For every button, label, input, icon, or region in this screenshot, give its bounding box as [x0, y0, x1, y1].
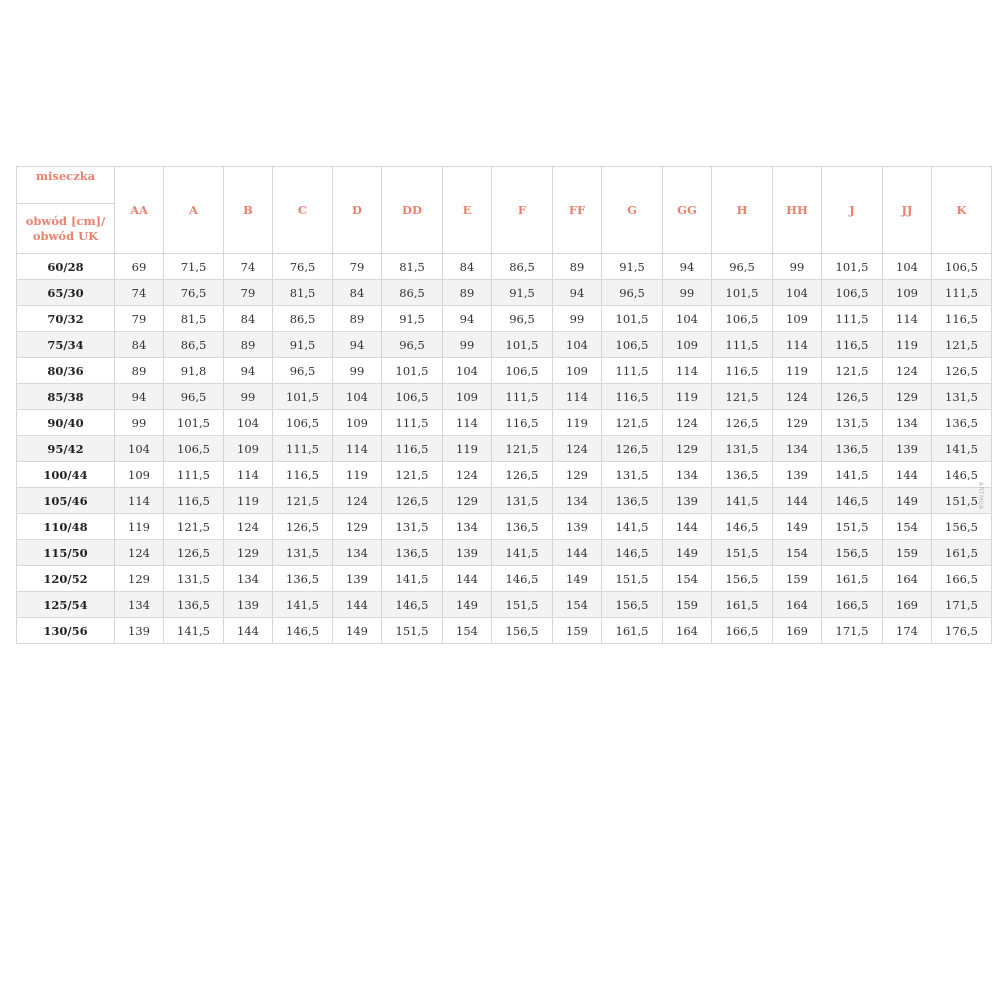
- bust-measurement-cell: 171,5: [932, 592, 992, 618]
- bust-measurement-cell: 149: [773, 514, 822, 540]
- bust-measurement-cell: 84: [333, 280, 382, 306]
- band-size-cell: 120/52: [17, 566, 115, 592]
- bust-measurement-cell: 146,5: [492, 566, 553, 592]
- bust-measurement-cell: 76,5: [273, 254, 333, 280]
- band-size-cell: 75/34: [17, 332, 115, 358]
- bust-measurement-cell: 104: [883, 254, 932, 280]
- bust-measurement-cell: 111,5: [492, 384, 553, 410]
- bust-measurement-cell: 136,5: [492, 514, 553, 540]
- bust-measurement-cell: 109: [224, 436, 273, 462]
- bust-measurement-cell: 156,5: [822, 540, 883, 566]
- bust-measurement-cell: 134: [663, 462, 712, 488]
- bust-measurement-cell: 106,5: [273, 410, 333, 436]
- bust-measurement-cell: 81,5: [164, 306, 224, 332]
- bust-measurement-cell: 89: [224, 332, 273, 358]
- bust-measurement-cell: 131,5: [822, 410, 883, 436]
- cup-header-cell: D: [333, 167, 382, 254]
- bust-measurement-cell: 174: [883, 618, 932, 644]
- cup-header-cell: G: [602, 167, 663, 254]
- bust-measurement-cell: 94: [553, 280, 602, 306]
- band-label: obwód [cm]/ obwód UK: [25, 213, 106, 243]
- cup-header-cell: GG: [663, 167, 712, 254]
- bust-measurement-cell: 136,5: [602, 488, 663, 514]
- bust-measurement-cell: 114: [333, 436, 382, 462]
- bust-measurement-cell: 119: [333, 462, 382, 488]
- bust-measurement-cell: 86,5: [492, 254, 553, 280]
- bust-measurement-cell: 116,5: [712, 358, 773, 384]
- bust-measurement-cell: 139: [115, 618, 164, 644]
- band-size-cell: 70/32: [17, 306, 115, 332]
- watermark-text: ARTMIJA: [977, 482, 984, 510]
- bust-measurement-cell: 149: [553, 566, 602, 592]
- cup-header-cell: J: [822, 167, 883, 254]
- cup-header-cell: HH: [773, 167, 822, 254]
- band-size-cell: 65/30: [17, 280, 115, 306]
- table-row: [17, 254, 992, 280]
- bust-measurement-cell: 99: [773, 254, 822, 280]
- bust-measurement-cell: 89: [443, 280, 492, 306]
- bust-measurement-cell: 169: [883, 592, 932, 618]
- bust-measurement-cell: 99: [224, 384, 273, 410]
- bust-measurement-cell: 106,5: [932, 254, 992, 280]
- bust-measurement-cell: 134: [553, 488, 602, 514]
- bust-measurement-cell: 131,5: [382, 514, 443, 540]
- bust-measurement-cell: 131,5: [602, 462, 663, 488]
- bust-measurement-cell: 94: [224, 358, 273, 384]
- bust-measurement-cell: 124: [224, 514, 273, 540]
- bust-measurement-cell: 121,5: [712, 384, 773, 410]
- bust-measurement-cell: 84: [115, 332, 164, 358]
- cup-header-cell: F: [492, 167, 553, 254]
- bust-measurement-cell: 164: [883, 566, 932, 592]
- bust-measurement-cell: 121,5: [932, 332, 992, 358]
- bust-measurement-cell: 141,5: [822, 462, 883, 488]
- band-size-cell: 60/28: [17, 254, 115, 280]
- bust-measurement-cell: 124: [663, 410, 712, 436]
- bust-measurement-cell: 104: [333, 384, 382, 410]
- table-row: [17, 566, 992, 592]
- bust-measurement-cell: 101,5: [382, 358, 443, 384]
- bust-measurement-cell: 154: [553, 592, 602, 618]
- bust-measurement-cell: 114: [773, 332, 822, 358]
- bust-measurement-cell: 154: [443, 618, 492, 644]
- bust-measurement-cell: 139: [333, 566, 382, 592]
- table-row: [17, 618, 992, 644]
- bust-measurement-cell: 159: [663, 592, 712, 618]
- bust-measurement-cell: 146,5: [932, 462, 992, 488]
- bust-measurement-cell: 99: [333, 358, 382, 384]
- bust-measurement-cell: 166,5: [932, 566, 992, 592]
- bust-measurement-cell: 136,5: [164, 592, 224, 618]
- bust-measurement-cell: 159: [883, 540, 932, 566]
- bust-measurement-cell: 126,5: [492, 462, 553, 488]
- bust-measurement-cell: 106,5: [602, 332, 663, 358]
- bust-measurement-cell: 99: [663, 280, 712, 306]
- bust-measurement-cell: 149: [443, 592, 492, 618]
- cup-header-cell: K: [932, 167, 992, 254]
- bust-measurement-cell: 91,5: [273, 332, 333, 358]
- bust-measurement-cell: 129: [553, 462, 602, 488]
- bust-measurement-cell: 79: [115, 306, 164, 332]
- bust-measurement-cell: 81,5: [382, 254, 443, 280]
- bust-measurement-cell: 101,5: [712, 280, 773, 306]
- cup-header-cell: H: [712, 167, 773, 254]
- bust-measurement-cell: 69: [115, 254, 164, 280]
- bust-measurement-cell: 114: [443, 410, 492, 436]
- bust-measurement-cell: 106,5: [382, 384, 443, 410]
- bust-measurement-cell: 164: [773, 592, 822, 618]
- bust-measurement-cell: 121,5: [602, 410, 663, 436]
- bust-measurement-cell: 111,5: [822, 306, 883, 332]
- bust-measurement-cell: 154: [773, 540, 822, 566]
- bust-measurement-cell: 141,5: [712, 488, 773, 514]
- bust-measurement-cell: 124: [333, 488, 382, 514]
- bust-measurement-cell: 149: [333, 618, 382, 644]
- bust-measurement-cell: 161,5: [602, 618, 663, 644]
- bust-measurement-cell: 109: [333, 410, 382, 436]
- table-header: [17, 167, 992, 254]
- bust-measurement-cell: 159: [553, 618, 602, 644]
- bust-measurement-cell: 111,5: [932, 280, 992, 306]
- bust-measurement-cell: 126,5: [382, 488, 443, 514]
- bust-measurement-cell: 91,5: [382, 306, 443, 332]
- bust-measurement-cell: 134: [443, 514, 492, 540]
- bust-measurement-cell: 109: [553, 358, 602, 384]
- bust-measurement-cell: 114: [115, 488, 164, 514]
- bust-measurement-cell: 124: [553, 436, 602, 462]
- bust-measurement-cell: 144: [883, 462, 932, 488]
- bust-measurement-cell: 91,5: [602, 254, 663, 280]
- cup-header-cell: A: [164, 167, 224, 254]
- bust-measurement-cell: 136,5: [382, 540, 443, 566]
- bust-measurement-cell: 94: [443, 306, 492, 332]
- bust-measurement-cell: 111,5: [602, 358, 663, 384]
- bust-measurement-cell: 161,5: [932, 540, 992, 566]
- bust-measurement-cell: 86,5: [164, 332, 224, 358]
- table-row: [17, 384, 992, 410]
- bust-measurement-cell: 116,5: [273, 462, 333, 488]
- bust-measurement-cell: 136,5: [712, 462, 773, 488]
- bust-measurement-cell: 131,5: [492, 488, 553, 514]
- bust-measurement-cell: 96,5: [492, 306, 553, 332]
- bust-measurement-cell: 124: [443, 462, 492, 488]
- bust-measurement-cell: 124: [773, 384, 822, 410]
- bust-measurement-cell: 84: [443, 254, 492, 280]
- cup-header-cell: JJ: [883, 167, 932, 254]
- bust-measurement-cell: 119: [553, 410, 602, 436]
- bust-measurement-cell: 99: [443, 332, 492, 358]
- table-row: [17, 306, 992, 332]
- cup-header-cell: AA: [115, 167, 164, 254]
- bust-measurement-cell: 131,5: [273, 540, 333, 566]
- bust-measurement-cell: 126,5: [164, 540, 224, 566]
- bust-measurement-cell: 139: [883, 436, 932, 462]
- bust-measurement-cell: 151,5: [492, 592, 553, 618]
- band-size-cell: 90/40: [17, 410, 115, 436]
- bust-measurement-cell: 94: [115, 384, 164, 410]
- bust-measurement-cell: 156,5: [602, 592, 663, 618]
- bust-measurement-cell: 116,5: [164, 488, 224, 514]
- bust-measurement-cell: 121,5: [822, 358, 883, 384]
- bust-measurement-cell: 119: [883, 332, 932, 358]
- bust-measurement-cell: 144: [663, 514, 712, 540]
- bust-measurement-cell: 79: [333, 254, 382, 280]
- bust-measurement-cell: 109: [663, 332, 712, 358]
- bust-measurement-cell: 131,5: [164, 566, 224, 592]
- bust-measurement-cell: 144: [333, 592, 382, 618]
- bust-measurement-cell: 166,5: [712, 618, 773, 644]
- bust-measurement-cell: 119: [443, 436, 492, 462]
- bust-measurement-cell: 146,5: [382, 592, 443, 618]
- bust-measurement-cell: 104: [224, 410, 273, 436]
- bust-measurement-cell: 79: [224, 280, 273, 306]
- table-row: [17, 332, 992, 358]
- band-size-cell: 100/44: [17, 462, 115, 488]
- bust-measurement-cell: 166,5: [822, 592, 883, 618]
- table-row: [17, 280, 992, 306]
- bust-measurement-cell: 111,5: [164, 462, 224, 488]
- bust-measurement-cell: 136,5: [273, 566, 333, 592]
- bust-measurement-cell: 96,5: [273, 358, 333, 384]
- table-row: [17, 592, 992, 618]
- bust-measurement-cell: 99: [115, 410, 164, 436]
- bust-measurement-cell: 121,5: [492, 436, 553, 462]
- bust-measurement-cell: 151,5: [822, 514, 883, 540]
- bust-measurement-cell: 139: [443, 540, 492, 566]
- bust-measurement-cell: 171,5: [822, 618, 883, 644]
- bust-measurement-cell: 86,5: [382, 280, 443, 306]
- bust-measurement-cell: 126,5: [712, 410, 773, 436]
- bust-measurement-cell: 151,5: [932, 488, 992, 514]
- bust-measurement-cell: 114: [883, 306, 932, 332]
- bust-measurement-cell: 164: [663, 618, 712, 644]
- bust-measurement-cell: 129: [663, 436, 712, 462]
- bust-measurement-cell: 109: [773, 306, 822, 332]
- bust-measurement-cell: 96,5: [712, 254, 773, 280]
- bust-measurement-cell: 109: [883, 280, 932, 306]
- bust-measurement-cell: 121,5: [164, 514, 224, 540]
- bust-measurement-cell: 141,5: [602, 514, 663, 540]
- bust-measurement-cell: 141,5: [382, 566, 443, 592]
- bust-measurement-cell: 144: [553, 540, 602, 566]
- bust-measurement-cell: 116,5: [492, 410, 553, 436]
- cup-label: miseczka: [17, 167, 114, 204]
- cup-header-cell: FF: [553, 167, 602, 254]
- bust-measurement-cell: 139: [224, 592, 273, 618]
- bust-measurement-cell: 134: [115, 592, 164, 618]
- table-row: [17, 436, 992, 462]
- bust-measurement-cell: 86,5: [273, 306, 333, 332]
- bust-measurement-cell: 129: [443, 488, 492, 514]
- bust-measurement-cell: 161,5: [822, 566, 883, 592]
- band-size-cell: 130/56: [17, 618, 115, 644]
- bust-measurement-cell: 159: [773, 566, 822, 592]
- bust-measurement-cell: 121,5: [273, 488, 333, 514]
- bust-measurement-cell: 101,5: [822, 254, 883, 280]
- bust-measurement-cell: 139: [553, 514, 602, 540]
- size-chart-table: [16, 166, 992, 644]
- bust-measurement-cell: 129: [333, 514, 382, 540]
- bust-measurement-cell: 116,5: [932, 306, 992, 332]
- bust-measurement-cell: 94: [333, 332, 382, 358]
- bust-measurement-cell: 101,5: [492, 332, 553, 358]
- bust-measurement-cell: 169: [773, 618, 822, 644]
- bust-measurement-cell: 154: [883, 514, 932, 540]
- bust-measurement-cell: 81,5: [273, 280, 333, 306]
- corner-header-cell: [17, 167, 115, 254]
- bust-measurement-cell: 134: [224, 566, 273, 592]
- bust-measurement-cell: 131,5: [932, 384, 992, 410]
- bust-measurement-cell: 129: [115, 566, 164, 592]
- bust-measurement-cell: 101,5: [273, 384, 333, 410]
- bust-measurement-cell: 114: [663, 358, 712, 384]
- bust-measurement-cell: 141,5: [273, 592, 333, 618]
- bust-measurement-cell: 71,5: [164, 254, 224, 280]
- cup-header-cell: DD: [382, 167, 443, 254]
- bust-measurement-cell: 136,5: [822, 436, 883, 462]
- bust-measurement-cell: 126,5: [602, 436, 663, 462]
- bust-measurement-cell: 114: [224, 462, 273, 488]
- bust-measurement-cell: 111,5: [712, 332, 773, 358]
- bust-measurement-cell: 151,5: [602, 566, 663, 592]
- bust-measurement-cell: 111,5: [273, 436, 333, 462]
- bust-measurement-cell: 139: [773, 462, 822, 488]
- bust-measurement-cell: 119: [663, 384, 712, 410]
- bust-measurement-cell: 134: [773, 436, 822, 462]
- bust-measurement-cell: 106,5: [492, 358, 553, 384]
- bust-measurement-cell: 141,5: [932, 436, 992, 462]
- bust-measurement-cell: 114: [553, 384, 602, 410]
- table-row: [17, 410, 992, 436]
- bust-measurement-cell: 111,5: [382, 410, 443, 436]
- bust-measurement-cell: 89: [553, 254, 602, 280]
- bust-measurement-cell: 144: [224, 618, 273, 644]
- bust-measurement-cell: 134: [333, 540, 382, 566]
- band-size-cell: 115/50: [17, 540, 115, 566]
- bust-measurement-cell: 96,5: [602, 280, 663, 306]
- band-size-cell: 85/38: [17, 384, 115, 410]
- bust-measurement-cell: 91,5: [492, 280, 553, 306]
- band-size-cell: 95/42: [17, 436, 115, 462]
- bust-measurement-cell: 101,5: [164, 410, 224, 436]
- bust-measurement-cell: 129: [883, 384, 932, 410]
- bust-measurement-cell: 126,5: [273, 514, 333, 540]
- bust-measurement-cell: 116,5: [382, 436, 443, 462]
- bust-measurement-cell: 106,5: [822, 280, 883, 306]
- bust-measurement-cell: 139: [663, 488, 712, 514]
- bust-measurement-cell: 101,5: [602, 306, 663, 332]
- bust-measurement-cell: 146,5: [822, 488, 883, 514]
- bust-measurement-cell: 99: [553, 306, 602, 332]
- bust-measurement-cell: 141,5: [164, 618, 224, 644]
- cup-header-cell: B: [224, 167, 273, 254]
- bust-measurement-cell: 76,5: [164, 280, 224, 306]
- table-row: [17, 358, 992, 384]
- bust-measurement-cell: 149: [883, 488, 932, 514]
- bust-measurement-cell: 96,5: [164, 384, 224, 410]
- band-size-cell: 125/54: [17, 592, 115, 618]
- bust-measurement-cell: 124: [883, 358, 932, 384]
- bust-measurement-cell: 104: [773, 280, 822, 306]
- bust-measurement-cell: 129: [773, 410, 822, 436]
- bust-measurement-cell: 94: [663, 254, 712, 280]
- bust-measurement-cell: 161,5: [712, 592, 773, 618]
- bust-measurement-cell: 104: [553, 332, 602, 358]
- bust-measurement-cell: 129: [224, 540, 273, 566]
- bust-measurement-cell: 89: [333, 306, 382, 332]
- table-row: [17, 488, 992, 514]
- table-row: [17, 540, 992, 566]
- bust-measurement-cell: 156,5: [712, 566, 773, 592]
- bust-measurement-cell: 141,5: [492, 540, 553, 566]
- bust-measurement-cell: 119: [224, 488, 273, 514]
- bust-measurement-cell: 96,5: [382, 332, 443, 358]
- bust-measurement-cell: 126,5: [932, 358, 992, 384]
- cup-header-row: [17, 167, 992, 254]
- table-row: [17, 514, 992, 540]
- bust-measurement-cell: 74: [224, 254, 273, 280]
- bust-measurement-cell: 106,5: [712, 306, 773, 332]
- bust-measurement-cell: 109: [115, 462, 164, 488]
- bust-measurement-cell: 146,5: [602, 540, 663, 566]
- bust-measurement-cell: 156,5: [492, 618, 553, 644]
- bust-measurement-cell: 89: [115, 358, 164, 384]
- band-size-cell: 110/48: [17, 514, 115, 540]
- cup-header-cell: C: [273, 167, 333, 254]
- bust-measurement-cell: 146,5: [273, 618, 333, 644]
- bust-measurement-cell: 156,5: [932, 514, 992, 540]
- bust-measurement-cell: 104: [115, 436, 164, 462]
- bust-measurement-cell: 74: [115, 280, 164, 306]
- bust-measurement-cell: 151,5: [382, 618, 443, 644]
- bust-measurement-cell: 121,5: [382, 462, 443, 488]
- bust-measurement-cell: 119: [773, 358, 822, 384]
- bust-measurement-cell: 109: [443, 384, 492, 410]
- cup-header-cell: E: [443, 167, 492, 254]
- band-size-cell: 105/46: [17, 488, 115, 514]
- table-body: [17, 254, 992, 644]
- bust-measurement-cell: 124: [115, 540, 164, 566]
- bust-measurement-cell: 126,5: [822, 384, 883, 410]
- bust-measurement-cell: 151,5: [712, 540, 773, 566]
- bust-measurement-cell: 144: [773, 488, 822, 514]
- bust-measurement-cell: 84: [224, 306, 273, 332]
- bust-measurement-cell: 104: [443, 358, 492, 384]
- bust-measurement-cell: 144: [443, 566, 492, 592]
- bust-measurement-cell: 131,5: [712, 436, 773, 462]
- table-row: [17, 462, 992, 488]
- bust-measurement-cell: 136,5: [932, 410, 992, 436]
- bust-measurement-cell: 116,5: [602, 384, 663, 410]
- bust-measurement-cell: 176,5: [932, 618, 992, 644]
- bust-measurement-cell: 91,8: [164, 358, 224, 384]
- bust-measurement-cell: 149: [663, 540, 712, 566]
- bust-measurement-cell: 119: [115, 514, 164, 540]
- band-size-cell: 80/36: [17, 358, 115, 384]
- bust-measurement-cell: 106,5: [164, 436, 224, 462]
- bust-measurement-cell: 154: [663, 566, 712, 592]
- bust-measurement-cell: 134: [883, 410, 932, 436]
- bust-measurement-cell: 104: [663, 306, 712, 332]
- bust-measurement-cell: 116,5: [822, 332, 883, 358]
- bust-measurement-cell: 146,5: [712, 514, 773, 540]
